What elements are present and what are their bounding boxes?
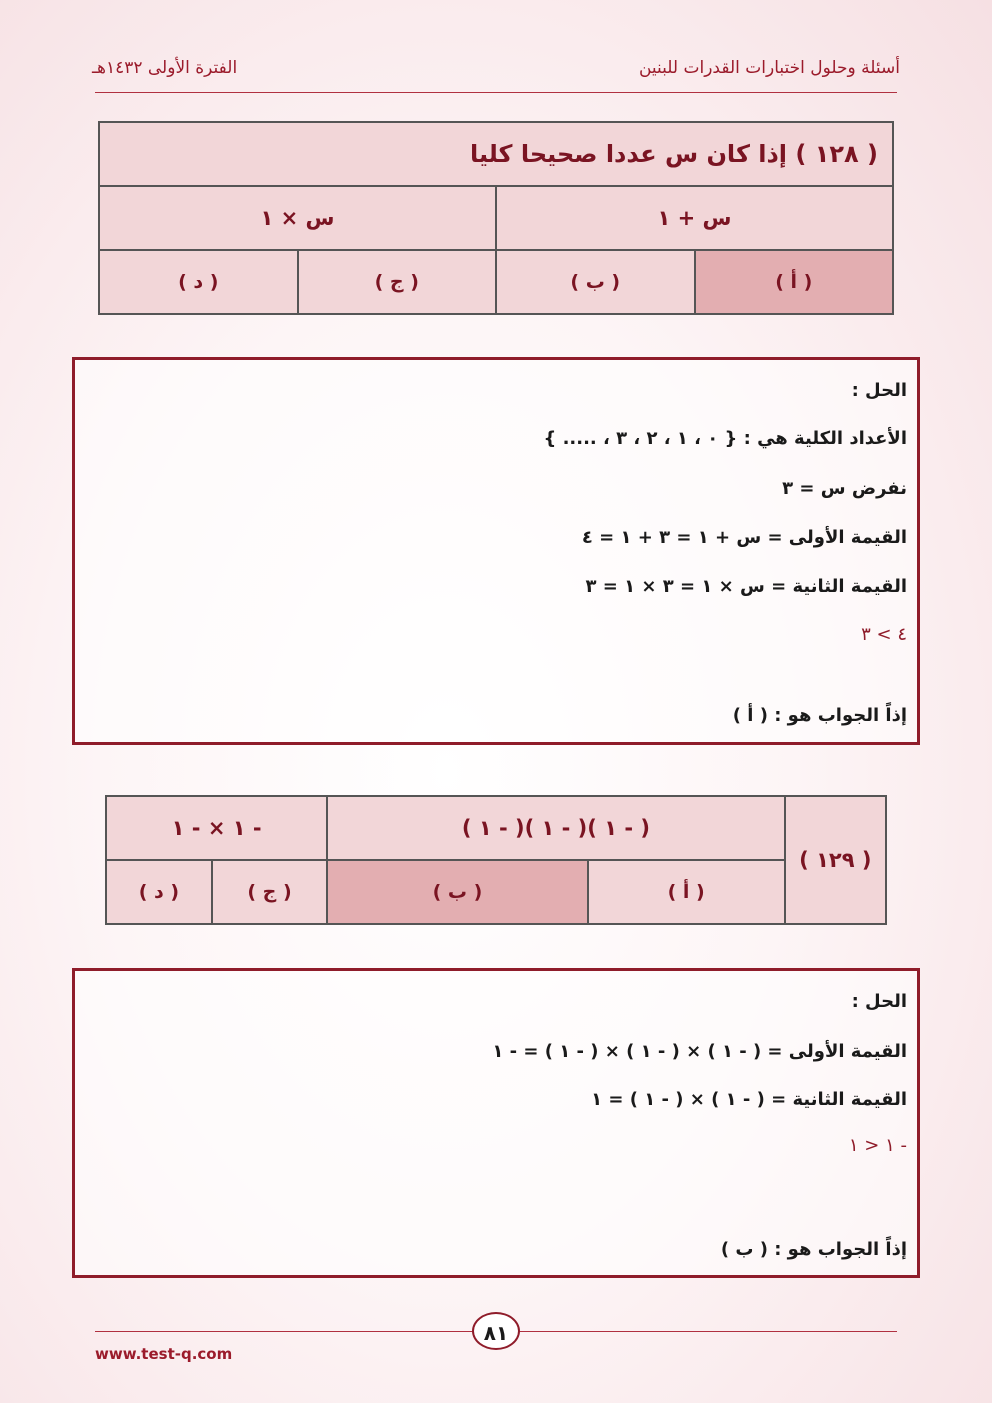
solution-heading: الحل :: [851, 380, 907, 401]
column-left-value: - ١ × - ١: [106, 796, 327, 860]
solution-line: القيمة الأولى = ( - ١ ) × ( - ١ ) × ( - ١ ) = - ١: [492, 1041, 907, 1062]
option-c[interactable]: ( ج ): [298, 250, 497, 314]
answer-line: إذاً الجواب هو : ( ب ): [720, 1239, 907, 1260]
option-d[interactable]: ( د ): [99, 250, 298, 314]
question-128-table: [98, 121, 894, 315]
page-number: ٨١: [472, 1312, 520, 1350]
option-d[interactable]: ( د ): [106, 860, 212, 924]
question-129-number: ( ١٢٩ ): [785, 796, 886, 924]
option-a[interactable]: ( أ ): [695, 250, 894, 314]
comparison-line: - ١ < ١: [848, 1135, 907, 1156]
question-128-title: ( ١٢٨ ) إذا كان س عددا صحيحا كليا: [99, 122, 893, 186]
solution-heading: الحل :: [851, 991, 907, 1012]
book-title: أسئلة وحلول اختبارات القدرات للبنين: [638, 58, 900, 78]
solution-line: القيمة الأولى = س + ١ = ٣ + ١ = ٤: [581, 527, 907, 548]
option-a[interactable]: ( أ ): [588, 860, 785, 924]
option-c[interactable]: ( ج ): [212, 860, 328, 924]
period-label: الفترة الأولى ١٤٣٢هـ: [92, 58, 238, 78]
column-left-value: س × ١: [99, 186, 496, 250]
header-divider: [95, 92, 897, 93]
column-right-value: ( - ١ )( - ١ )( - ١ ): [327, 796, 784, 860]
option-b[interactable]: ( ب ): [496, 250, 695, 314]
column-right-value: س + ١: [496, 186, 893, 250]
option-b[interactable]: ( ب ): [327, 860, 587, 924]
comparison-line: ٤ > ٣: [861, 624, 907, 645]
solution-line: نفرض س = ٣: [782, 478, 907, 499]
answer-line: إذاً الجواب هو : ( أ ): [732, 705, 907, 726]
solution-line: القيمة الثانية = ( - ١ ) × ( - ١ ) = ١: [591, 1089, 907, 1110]
solution-129-box: [72, 968, 920, 1278]
question-129-table: [105, 795, 887, 925]
website-url[interactable]: www.test-q.com: [95, 1345, 233, 1363]
solution-line: القيمة الثانية = س × ١ = ٣ × ١ = ٣: [585, 576, 907, 597]
solution-line: الأعداد الكلية هي : { ٠ ، ١ ، ٢ ، ٣ ، ..... }: [543, 428, 907, 449]
solution-128-box: [72, 357, 920, 745]
